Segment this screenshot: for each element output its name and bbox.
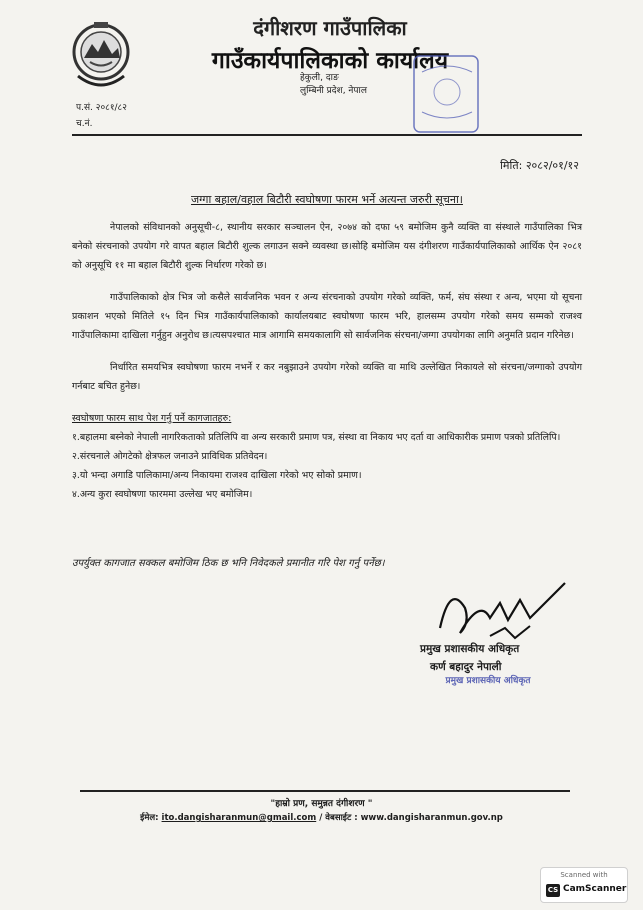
handwritten-signature xyxy=(430,578,570,648)
subject-line: जग्गा बहाल/वहाल बिटौरी स्वघोषणा फारम भर्ने अत्यन्त जरुरी सूचना। xyxy=(191,193,463,206)
documents-title: स्वघोषणा फारम साथ पेश गर्नु पर्ने कागजातहरु: xyxy=(72,413,232,424)
paragraph-3: निर्धारित समयभित्र स्वघोषणा फारम नभर्ने र कर नबुझाउने उपयोग गरेको व्यक्ति वा माथि उल्लेखित निकायले सो संरचना/जग्गाको उपयोग गर्नबाट बचित हुनेछ। xyxy=(72,362,582,392)
letter-date: मिति: २०८२/०१/१२ xyxy=(500,159,579,172)
office-seal-stamp xyxy=(410,52,484,140)
signatory-designation: प्रमुख प्रशासकीय अधिकृत xyxy=(420,643,520,655)
website-label: / वेबसाईट : xyxy=(319,813,358,823)
document-item-4: ४.अन्य कुरा स्वघोषणा फारममा उल्लेख भए बमोजिम। xyxy=(72,489,253,500)
office-address: हेकुली, दाङ लुम्बिनी प्रदेश, नेपाल xyxy=(300,73,367,96)
footer-divider xyxy=(80,790,570,792)
signatory-block xyxy=(420,640,519,676)
website-link[interactable]: www.dangisharanmun.gov.np xyxy=(360,813,503,823)
closing-note: उपर्युक्त कागजात सक्कल बमोजिम ठिक छ भनि निवेदकले प्रमानीत गरि पेश गर्नु पर्नेछ। xyxy=(72,558,385,569)
nepal-emblem-icon xyxy=(70,14,132,96)
dispatch-number: च.नं. xyxy=(76,119,93,129)
officer-stamp: प्रमुख प्रशासकीय अधिकृत xyxy=(445,676,531,686)
reference-block xyxy=(76,100,127,132)
reference-number: प.सं. २०८१/८२ xyxy=(76,103,127,113)
document-item-3: ३.यो भन्दा अगाडि पालिकामा/अन्य निकायमा राजश्व दाखिला गरेको भए सोको प्रमाण। xyxy=(72,470,362,481)
footer-slogan: "हाम्रो प्रण, समुन्नत दंगीशरण " xyxy=(270,799,373,809)
email-label: ईमेल: xyxy=(140,813,159,823)
document-item-1: १.बहालमा बस्नेको नेपाली नागरिकताको प्रतिलिपि वा अन्य सरकारी प्रमाण पत्र, संस्था वा निकाय भए दर्ता वा आधिकारीक प्रमाण पत्रको प्रतिलिपि। xyxy=(72,432,561,443)
footer-contact xyxy=(0,812,643,823)
office-name: गाउँकार्यपालिकाको कार्यालय xyxy=(211,48,449,74)
municipality-name: दंगीशरण गाउँपालिका xyxy=(253,16,407,40)
camscanner-watermark: Scanned with CS CamScanner xyxy=(540,867,628,903)
camscanner-logo-icon: CS xyxy=(546,884,560,897)
document-item-2: २.संरचनाले ओगटेको क्षेत्रफल जनाउने प्राविधिक प्रतिवेदन। xyxy=(72,451,268,462)
paragraph-2: गाउँपालिकाको क्षेत्र भित्र जो कसैले सार्वजनिक भवन र अन्य संरचनाको उपयोग गरेको व्यक्ति, फर्म, संघ संस्था र अन्य, भएमा यो सूचना प्रकाशन भएको मितिले १५ दिन भित्र गाउँकार्यपालिकाको कार्यालयबाट स्वघोषणा फारम भरि, हालसम्म उपयोग गरेको समय सम्मको राजश्व गाउँपालिकामा दाखिला गर्नुहुन अनुरोध छ।त्यसपश्चात मात्र आगामि समयकालागि सो सार्वजनिक संरचना/जग्गा उपयोगका लागि अनुमति प्रदान गरिनेछ। xyxy=(72,292,582,341)
email-link[interactable]: ito.dangisharanmun@gmail.com xyxy=(161,813,317,823)
signatory-name: कर्ण बहादुर नेपाली xyxy=(430,661,502,673)
paragraph-1: नेपालको संविधानको अनुसूची-८, स्थानीय सरकार सञ्चालन ऐन, २०७४ को दफा ५९ बमोजिम कुनै व्यक्ति वा संस्थाले गाउँपालिका भित्र बनेको संरचनाको उपयोग गरे वापत बहाल बिटौरी शुल्क लगाउन सक्ने व्यवस्था छ।सोहि बमोजिम यस दंगीशरण गाउँकार्यपालिकाको आर्थिक ऐन २०८१ को अनुसूचि ११ मा बहाल बिटौरी शुल्क निर्धारण गरेको छ। xyxy=(72,222,582,271)
letter-body xyxy=(72,218,582,504)
header-divider xyxy=(72,134,582,136)
